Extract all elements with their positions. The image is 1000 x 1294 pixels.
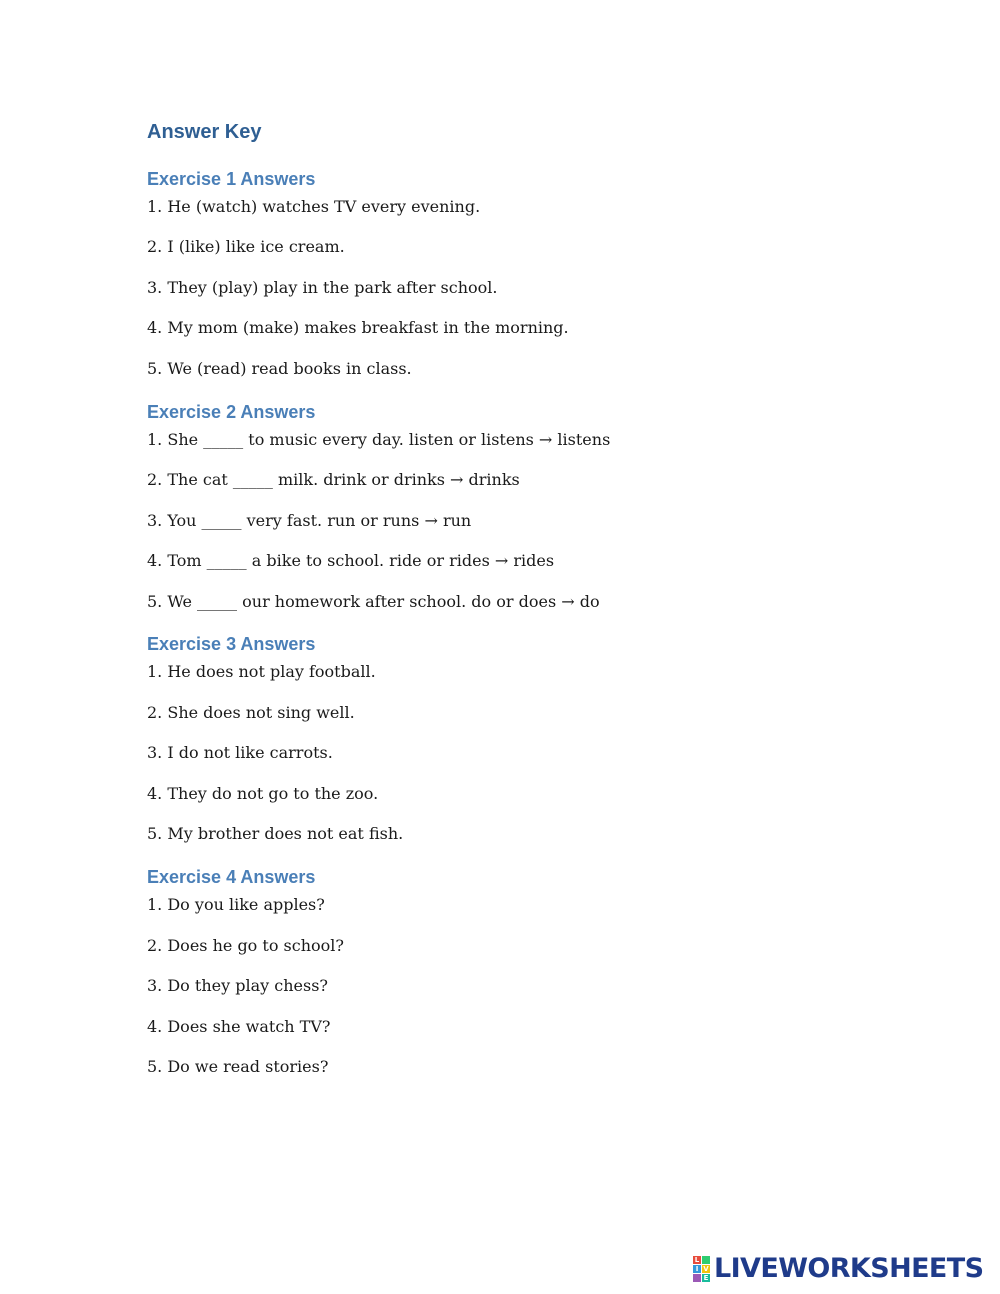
exercise-4-answer-4: 4. Does she watch TV? — [147, 1017, 331, 1036]
exercise-3-answer-5: 5. My brother does not eat fish. — [147, 824, 404, 843]
exercise-2-answer-5: 5. We _____ our homework after school. do or does → do — [147, 592, 600, 611]
exercise-3-answer-1: 1. He does not play football. — [147, 662, 376, 681]
exercise-4-answer-5: 5. Do we read stories? — [147, 1057, 329, 1076]
page-title: Answer Key — [147, 121, 262, 143]
logo-badge-cell — [693, 1274, 701, 1282]
exercise-2-answer-4: 4. Tom _____ a bike to school. ride or rides → rides — [147, 551, 555, 570]
logo-wordmark: LIVEWORKSHEETS — [714, 1253, 984, 1284]
exercise-1-heading: Exercise 1 Answers — [147, 169, 316, 189]
exercise-4-heading: Exercise 4 Answers — [147, 867, 316, 887]
logo-badge-cell: V — [703, 1265, 709, 1273]
logo-badge-cell — [702, 1256, 710, 1264]
exercise-4-answer-3: 3. Do they play chess? — [147, 976, 328, 995]
exercise-1-answer-3: 3. They (play) play in the park after school. — [147, 278, 498, 297]
exercise-4-answer-1: 1. Do you like apples? — [147, 895, 325, 914]
exercise-1-answer-5: 5. We (read) read books in class. — [147, 359, 412, 378]
exercise-2-answer-3: 3. You _____ very fast. run or runs → run — [147, 511, 472, 530]
exercise-1-answer-4: 4. My mom (make) makes breakfast in the morning. — [147, 318, 569, 337]
exercise-2-answer-2: 2. The cat _____ milk. drink or drinks → drinks — [147, 470, 520, 489]
exercise-3-heading: Exercise 3 Answers — [147, 634, 316, 654]
liveworksheets-logo — [693, 1253, 984, 1284]
exercise-4-answer-2: 2. Does he go to school? — [147, 936, 344, 955]
exercise-1-answer-1: 1. He (watch) watches TV every evening. — [147, 197, 481, 216]
logo-badge-icon — [693, 1256, 710, 1282]
exercise-2-answer-1: 1. She _____ to music every day. listen or listens → listens — [147, 430, 611, 449]
logo-badge-cell: L — [694, 1256, 700, 1264]
exercise-3-answer-2: 2. She does not sing well. — [147, 703, 355, 722]
logo-badge-cell: I — [693, 1265, 701, 1273]
exercise-3-answer-3: 3. I do not like carrots. — [147, 743, 333, 762]
exercise-2-heading: Exercise 2 Answers — [147, 402, 316, 422]
exercise-1-answer-2: 2. I (like) like ice cream. — [147, 237, 345, 256]
exercise-3-answer-4: 4. They do not go to the zoo. — [147, 784, 379, 803]
logo-badge-cell: E — [703, 1274, 709, 1282]
